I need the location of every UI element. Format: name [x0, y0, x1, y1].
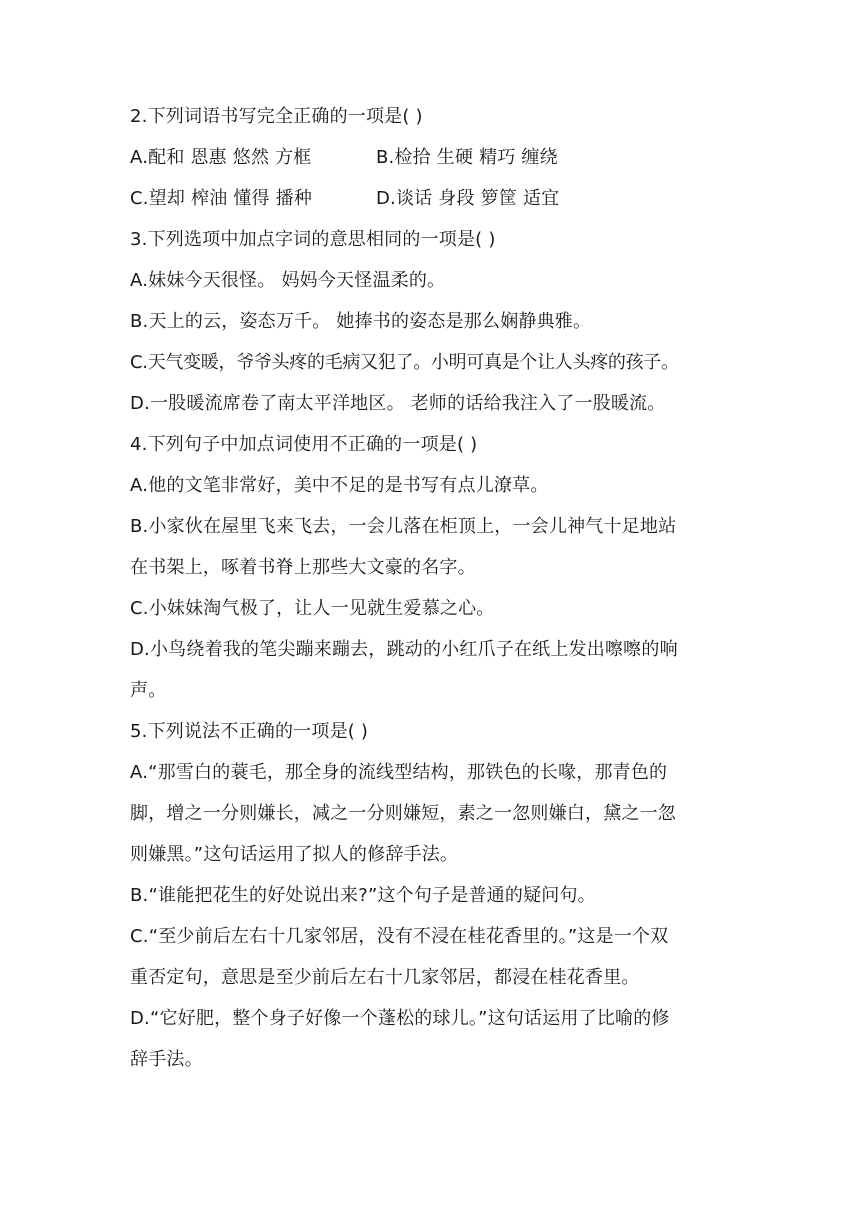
question-4-option-c: C.小妹妹淘气极了，让人一见就生爱慕之心。 [130, 598, 495, 619]
question-2-stem: 2.下列词语书写完全正确的一项是( ) [130, 106, 423, 127]
question-5-stem: 5.下列说法不正确的一项是( ) [130, 721, 369, 742]
question-5-option-d-line-2: 辞手法。 [130, 1049, 203, 1070]
question-5-option-c-line-1: C.“至少前后左右十几家邻居，没有不浸在桂花香里的。”这是一个双 [130, 926, 669, 947]
exercise-page [130, 96, 740, 1080]
question-5-option-b: B.“谁能把花生的好处说出来?”这个句子是普通的疑问句。 [130, 885, 596, 906]
question-4-option-d-line-1: D.小鸟绕着我的笔尖蹦来蹦去，跳动的小红爪子在纸上发出嚓嚓的响 [130, 639, 678, 660]
question-5-option-a-line-1: A.“那雪白的蓑毛，那全身的流线型结构，那铁色的长喙，那青色的 [130, 762, 668, 783]
question-2-option-d: D.谈话 身段 箩筐 适宜 [376, 188, 560, 209]
question-3-option-a: A.妹妹今天很怪。 妈妈今天怪温柔的。 [130, 270, 446, 291]
question-5-option-a-line-3: 则嫌黑。”这句话运用了拟人的修辞手法。 [130, 844, 459, 865]
question-3-option-d: D.一股暖流席卷了南太平洋地区。 老师的话给我注入了一股暖流。 [130, 393, 666, 414]
question-4-stem: 4.下列句子中加点词使用不正确的一项是( ) [130, 434, 478, 455]
question-4-option-b-line-1: B.小家伙在屋里飞来飞去，一会儿落在柜顶上，一会儿神气十足地站 [130, 516, 677, 537]
question-2-options-row-1 [130, 137, 740, 178]
question-3-option-c: C.天气变暖，爷爷头疼的毛病又犯了。小明可真是个让人头疼的孩子。 [130, 352, 679, 373]
question-5-option-c-line-2: 重否定句，意思是至少前后左右十几家邻居，都浸在桂花香里。 [130, 967, 640, 988]
question-2-option-c: C.望却 榨油 懂得 播种 [130, 188, 313, 209]
question-3-option-b: B.天上的云，姿态万千。 她捧书的姿态是那么娴静典雅。 [130, 311, 592, 332]
question-4-option-a: A.他的文笔非常好，美中不足的是书写有点儿潦草。 [130, 475, 549, 496]
question-3-stem: 3.下列选项中加点字词的意思相同的一项是( ) [130, 229, 496, 250]
question-2-option-b: B.检拾 生硬 精巧 缠绕 [376, 147, 558, 168]
question-4-option-b-line-2: 在书架上，啄着书脊上那些大文豪的名字。 [130, 557, 476, 578]
question-5-option-d-line-1: D.“它好肥，整个身子好像一个蓬松的球儿。”这句话运用了比喻的修 [130, 1008, 670, 1029]
question-2-options-row-2 [130, 178, 740, 219]
question-4-option-d-line-2: 声。 [130, 680, 167, 701]
question-2-option-a: A.配和 恩惠 悠然 方框 [130, 147, 312, 168]
question-5-option-a-line-2: 脚，增之一分则嫌长，减之一分则嫌短，素之一忽则嫌白，黛之一忽 [130, 803, 676, 824]
